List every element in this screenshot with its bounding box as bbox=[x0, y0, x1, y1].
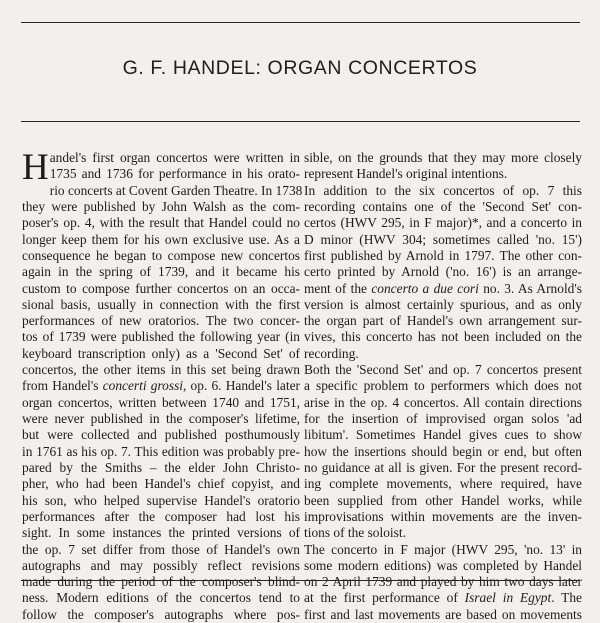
text-line: performances after the composer had lost his bbox=[22, 508, 300, 524]
text-line: organ concertos, written between 1740 and 1751, bbox=[22, 394, 300, 410]
text-line: D minor (HWV 304; sometimes called 'no. 15') bbox=[304, 231, 582, 247]
text-line: sible, on the grounds that they may more closely bbox=[304, 150, 582, 165]
text-line: certos (HWV 295, in F major)*, and a concerto in bbox=[304, 215, 582, 231]
page-title: G. F. HANDEL: ORGAN CONCERTOS bbox=[122, 57, 478, 79]
text-line: made during the period of the composer's blind- bbox=[22, 574, 300, 590]
text-line: first and last movements are based on movements bbox=[304, 606, 582, 622]
text-line: consequence he began to compose new concertos bbox=[22, 247, 300, 263]
text-line: ment of the concerto a due cori no. 3. As Arnold's bbox=[304, 280, 582, 296]
text-line: 1735 and 1736 for performance in his orato- bbox=[49, 166, 300, 182]
text-line: represent Handel's original intentions. bbox=[304, 166, 508, 182]
text-line: pher, who had been Handel's chief copyist, and bbox=[22, 476, 300, 492]
text-line: follow the composer's autographs where pos- bbox=[22, 606, 300, 622]
text-line: from Handel's concerti grossi, op. 6. Handel's later bbox=[22, 378, 300, 394]
text-line: arise in the op. 4 concertos. All contain directions bbox=[304, 394, 582, 410]
text-line: no guidance at all is given. For the present record- bbox=[304, 459, 582, 475]
text-line: version is almost certainly spurious, and as only bbox=[304, 296, 582, 312]
text-line: andel's first organ concertos were written in bbox=[49, 150, 300, 165]
text-line: vives, this concerto has not been included on the bbox=[304, 329, 582, 345]
text-line: Both the 'Second Set' and op. 7 concertos present bbox=[304, 362, 582, 378]
text-line: first published by Arnold in 1797. The other con- bbox=[304, 247, 582, 263]
text-line: the op. 7 set differ from those of Handel's own bbox=[22, 541, 300, 557]
text-line: the organ part of Handel's own arrangement sur- bbox=[304, 313, 582, 329]
title-rule bbox=[21, 121, 580, 122]
text-line: In addition to the six concertos of op. 7 this bbox=[304, 182, 582, 198]
text-line: for the insertion of improvised organ solos 'ad bbox=[304, 411, 582, 426]
text-line: been supplied from other Handel works, while bbox=[304, 492, 582, 508]
top-rule bbox=[21, 22, 580, 23]
text-line: but were collected and published posthumously bbox=[22, 427, 300, 443]
text-line: custom to compose further concertos on an occa- bbox=[22, 280, 300, 296]
text-line: sight. In some instances the printed versions of bbox=[22, 525, 300, 541]
bottom-rule bbox=[21, 580, 580, 581]
text-line: performances of new oratorios. The two concer- bbox=[22, 313, 300, 329]
left-column bbox=[22, 147, 303, 623]
text-line: how the insertions should begin or end, but often bbox=[304, 443, 582, 459]
text-line: pared by the Smiths – the elder John Christo- bbox=[22, 459, 300, 475]
text-line: his son, who helped supervise Handel's oratorio bbox=[22, 492, 300, 508]
text-line: rio concerts at Covent Garden Theatre. In 1738 bbox=[49, 182, 303, 198]
text-line: ing complete movements, where required, have bbox=[304, 476, 582, 492]
text-line: they were published by John Walsh as the com- bbox=[22, 198, 300, 214]
text-line: The concerto in F major (HWV 295, 'no. 13' in bbox=[304, 541, 582, 557]
text-line: libitum'. Sometimes Handel gives cues to show bbox=[304, 427, 582, 443]
text-line: keyboard transcription only) as a 'Second Set' of bbox=[22, 345, 300, 361]
left-column-text bbox=[22, 147, 303, 623]
text-line: autographs and may possibly reflect revisions bbox=[22, 557, 300, 573]
text-line: sional basis, usually in connection with the first bbox=[22, 296, 300, 312]
right-column-text bbox=[304, 150, 582, 623]
drop-cap: H bbox=[22, 147, 49, 188]
text-line: tos of 1739 were published the following year (in bbox=[22, 329, 300, 345]
text-line: ness. Modern editions of the concertos tend to bbox=[22, 590, 300, 606]
text-line: were never published in the composer's lifetime, bbox=[22, 411, 300, 426]
text-line: recording contains one of the 'Second Set' con- bbox=[304, 198, 582, 214]
text-line: certo printed by Arnold ('no. 16') is an arrange- bbox=[304, 264, 582, 280]
text-line: on 2 April 1739 and played by him two days later bbox=[304, 574, 582, 590]
text-line: a specific problem to performers which does not bbox=[304, 378, 582, 394]
text-line: tions of the soloist. bbox=[304, 525, 406, 541]
text-line: recording. bbox=[304, 345, 359, 361]
text-line: at the first performance of Israel in Egypt. The bbox=[304, 590, 583, 606]
text-line: again in the spring of 1739, and it became his bbox=[22, 264, 300, 280]
text-line: longer keep them for his own exclusive use. As a bbox=[22, 231, 300, 247]
text-line: in 1761 as his op. 7. This edition was probably pre- bbox=[22, 443, 300, 459]
right-column bbox=[304, 150, 582, 623]
text-line: improvisations within movements are the inven- bbox=[304, 508, 582, 524]
text-line: concertos, the other items in this set being drawn bbox=[22, 362, 300, 378]
text-line: some modern editions) was completed by Handel bbox=[304, 557, 582, 573]
text-line: poser's op. 4, with the result that Handel could no bbox=[22, 215, 300, 231]
